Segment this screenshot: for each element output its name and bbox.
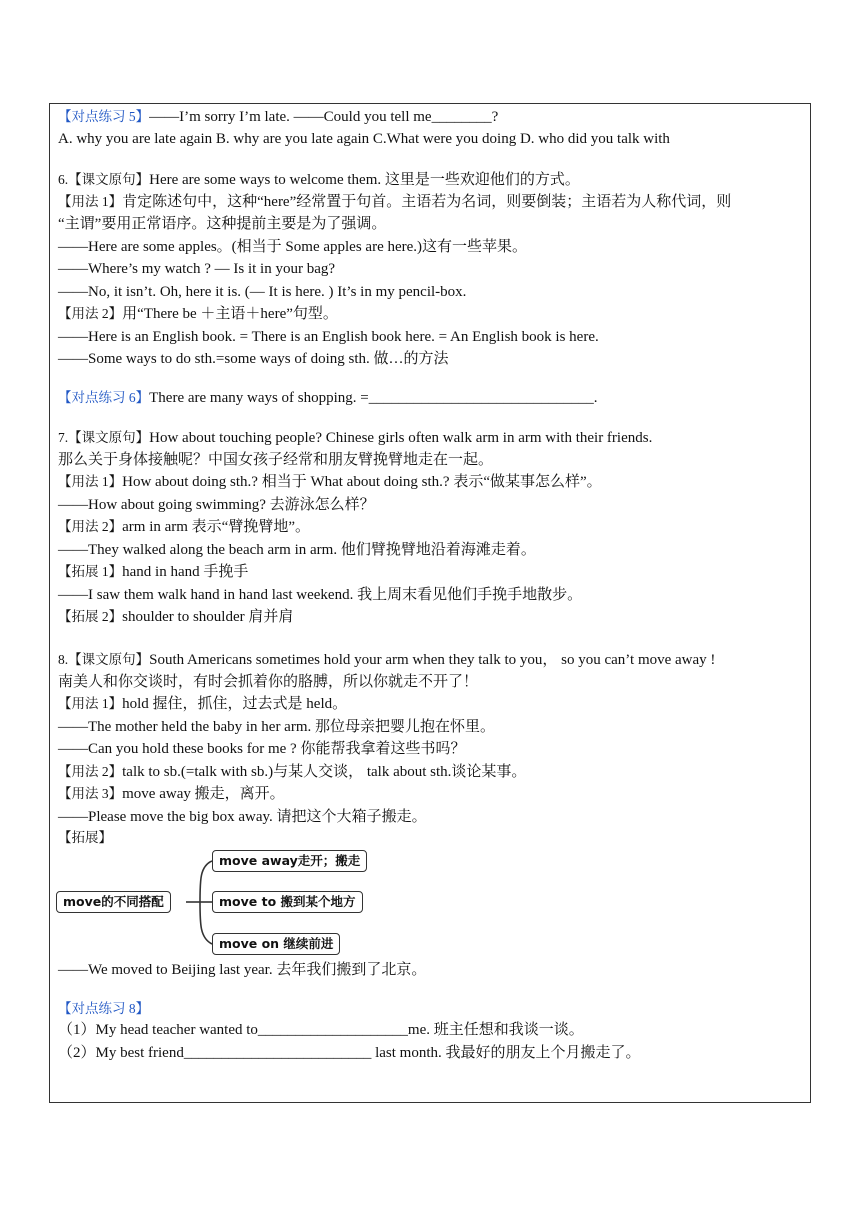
line-text: ——I saw them walk hand in hand last weekend. 我上周末看见他们手挽手地散步。 — [58, 587, 583, 603]
line-text: ——We moved to Beijing last year. 去年我们搬到了北京。 — [58, 962, 427, 978]
line-text: How about doing sth.? 相当于 What about doing sth.? 表示“做某事怎么样”。 — [122, 474, 602, 490]
section-number: 7. — [58, 430, 69, 445]
tag-label: 【对点练习 8】 — [58, 1001, 150, 1016]
tag-label: 【用法 2】 — [58, 519, 123, 534]
mindmap-branch-node: move on 继续前进 — [212, 933, 340, 955]
tag-label: 【用法 1】 — [58, 194, 123, 209]
line-text: ——Some ways to do sth.=some ways of doing sth. 做…的方法 — [58, 351, 449, 367]
line-text: hand in hand 手挽手 — [122, 564, 249, 580]
tag-label: 【拓展 2】 — [58, 609, 123, 624]
line-text: South Americans sometimes hold your arm when they talk to you， so you can’t move away ! — [149, 652, 716, 668]
exercise-8-item — [58, 1043, 640, 1063]
tag-label: 【用法 2】 — [58, 764, 123, 779]
mindmap-branch-node: move away走开；搬走 — [212, 850, 367, 872]
line-text: 那么关于身体接触呢？中国女孩子经常和朋友臂挽臂地走在一起。 — [58, 452, 494, 468]
section-number: 8. — [58, 652, 69, 667]
tag-label: 【用法 2】 — [58, 306, 123, 321]
tag-label: 【课文原句】 — [68, 430, 150, 445]
line-text: arm in arm 表示“臂挽臂地”。 — [122, 519, 310, 535]
line-text: （1）My head teacher wanted to____________________me. 班主任想和我谈一谈。 — [58, 1022, 584, 1038]
tag-label: 【用法 3】 — [58, 786, 123, 801]
line-text: How about touching people? Chinese girls often walk arm in arm with their friends. — [149, 430, 653, 446]
tag-label: 【用法 1】 — [58, 474, 123, 489]
line-text: move away 搬走，离开。 — [122, 786, 285, 802]
line-text: A. why you are late again B. why are you late again C.What were you doing D. who did you talk with — [58, 131, 670, 147]
tag-label: 【拓展 1】 — [58, 564, 123, 579]
line-text: There are many ways of shopping. =______________________________. — [149, 390, 598, 406]
section-number: 6. — [58, 172, 69, 187]
line-text: Here are some ways to welcome them. 这里是一些欢迎他们的方式。 — [149, 172, 580, 188]
tag-label: 【用法 1】 — [58, 696, 123, 711]
line-text: ——Here are some apples。(相当于 Some apples are here.)这有一些苹果。 — [58, 239, 528, 255]
tag-label: 【课文原句】 — [68, 652, 150, 667]
line-text: ——Here is an English book. = There is an English book here. = An English book is here. — [58, 329, 599, 345]
line-text: 用“There be ＋主语＋here”句型。 — [122, 306, 338, 322]
tag-label: 【拓展】 — [58, 830, 112, 845]
line-text: ——They walked along the beach arm in arm. 他们臂挽臂地沿着海滩走着。 — [58, 542, 536, 558]
line-text: ——Please move the big box away. 请把这个大箱子搬走。 — [58, 809, 427, 825]
line-text: ——Where’s my watch ? — Is it in your bag? — [58, 261, 336, 277]
line-text: “主谓”要用正常语序。这种提前主要是为了强调。 — [58, 216, 387, 232]
line-text: shoulder to shoulder 肩并肩 — [122, 609, 294, 625]
line-text: hold 握住，抓住，过去式是 held。 — [122, 696, 348, 712]
mindmap-branch-node: move to 搬到某个地方 — [212, 891, 363, 913]
line-text: 南美人和你交谈时，有时会抓着你的胳膊，所以你就走不开了！ — [58, 674, 479, 690]
line-text: 肯定陈述句中，这种“here”经常置于句首。主语若为名词，则要倒装；主语若为人称代词，则 — [122, 194, 732, 210]
tag-label: 【课文原句】 — [68, 172, 150, 187]
line-text: ——I’m sorry I’m late. ——Could you tell me________? — [149, 109, 499, 125]
line-text: ——How about going swimming? 去游泳怎么样？ — [58, 497, 375, 513]
line-text: ——The mother held the baby in her arm. 那位母亲把婴儿抱在怀里。 — [58, 719, 496, 735]
tag-label: 【对点练习 6】 — [58, 390, 150, 405]
line-text: ——No, it isn’t. Oh, here it is. (— It is here. ) It’s in my pencil-box. — [58, 284, 467, 300]
exercise-8-item — [58, 1020, 584, 1040]
example-line — [58, 960, 426, 980]
mindmap-center-node: move的不同搭配 — [56, 891, 171, 913]
line-text: talk to sb.(=talk with sb.)与某人交谈， talk about sth.谈论某事。 — [122, 764, 527, 780]
exercise-8-heading — [58, 999, 149, 1019]
line-text: （2）My best friend_________________________ last month. 我最好的朋友上个月搬走了。 — [58, 1045, 641, 1061]
line-text: ——Can you hold these books for me ? 你能帮我拿着这些书吗？ — [58, 741, 466, 757]
tag-label: 【对点练习 5】 — [58, 109, 150, 124]
